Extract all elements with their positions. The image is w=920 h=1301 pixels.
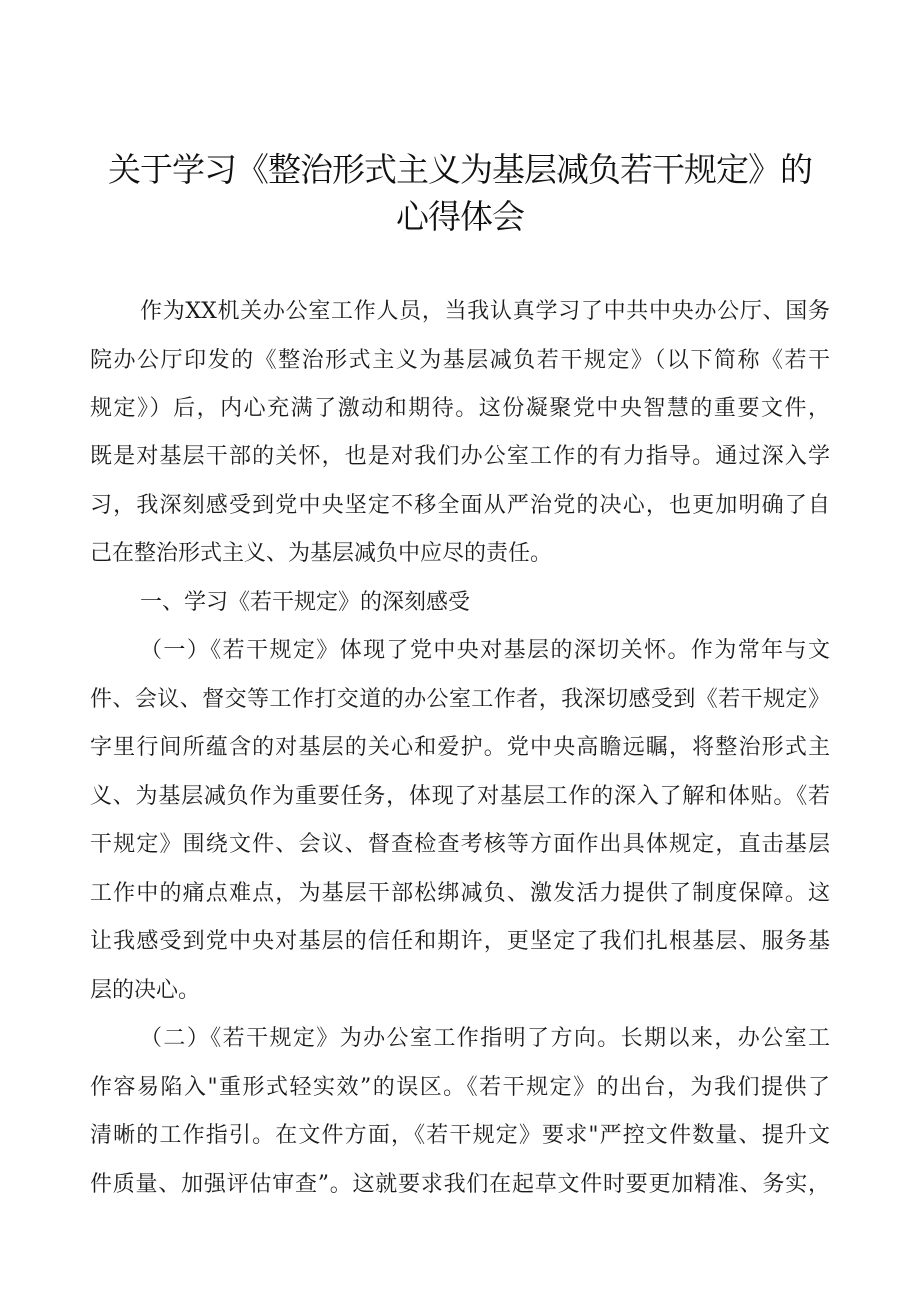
paragraph-2-line-5: 干规定》围绕文件、会议、督查检查考核等方面作出具体规定，直击基层 [90, 832, 830, 857]
paragraph-2-line-8: 层的决心。 [90, 978, 201, 1003]
document-title-line-2: 心得体会 [396, 197, 524, 236]
section-heading: 一、学习《若干规定》的深刻感受 [140, 590, 471, 615]
paragraph-2-line-2: 件、会议、督交等工作打交道的办公室工作者，我深切感受到《若干规定》 [90, 687, 830, 712]
paragraph-3-line-1: （二）《若干规定》为办公室工作指明了方向。长期以来，办公室工 [140, 1026, 830, 1051]
paragraph-2-line-4: 义、为基层减负作为重要任务，体现了对基层工作的深入了解和体贴。《若 [90, 784, 830, 809]
paragraph-3-line-3: 清晰的工作指引。在文件方面，《若干规定》要求"严控文件数量、提升文 [90, 1123, 830, 1148]
paragraph-2-line-3: 字里行间所蕴含的对基层的关心和爱护。党中央高瞻远瞩，将整治形式主 [90, 735, 830, 760]
paragraph-3-line-2: 作容易陷入"重形式轻实效”的误区。《若干规定》的出台，为我们提供了 [90, 1075, 830, 1100]
paragraph-2-line-1: （一）《若干规定》体现了党中央对基层的深切关怀。作为常年与文 [140, 638, 830, 663]
paragraph-1-line-1: 作为XX机关办公室工作人员，当我认真学习了中共中央办公厅、国务 [140, 299, 830, 324]
paragraph-1-line-3: 规定》）后，内心充满了激动和期待。这份凝聚党中央智慧的重要文件， [90, 396, 830, 421]
paragraph-1-line-4: 既是对基层干部的关怀，也是对我们办公室工作的有力指导。通过深入学 [90, 444, 830, 469]
paragraph-1-line-5: 习，我深刻感受到党中央坚定不移全面从严治党的决心，也更加明确了自 [90, 493, 830, 518]
paragraph-2-line-6: 工作中的痛点难点，为基层干部松绑减负、激发活力提供了制度保障。这 [90, 881, 830, 906]
paragraph-2-line-7: 让我感受到党中央对基层的信任和期许，更坚定了我们扎根基层、服务基 [90, 929, 830, 954]
document-title-line-1: 关于学习《整治形式主义为基层减负若干规定》的 [108, 150, 812, 189]
paragraph-3-line-4: 件质量、加强评估审查”。这就要求我们在起草文件时要更加精准、务实， [90, 1172, 830, 1197]
paragraph-1-line-2: 院办公厅印发的《整治形式主义为基层减负若干规定》（以下简称《若干 [90, 348, 830, 373]
paragraph-1-line-6: 己在整治形式主义、为基层减负中应尽的责任。 [90, 541, 553, 566]
